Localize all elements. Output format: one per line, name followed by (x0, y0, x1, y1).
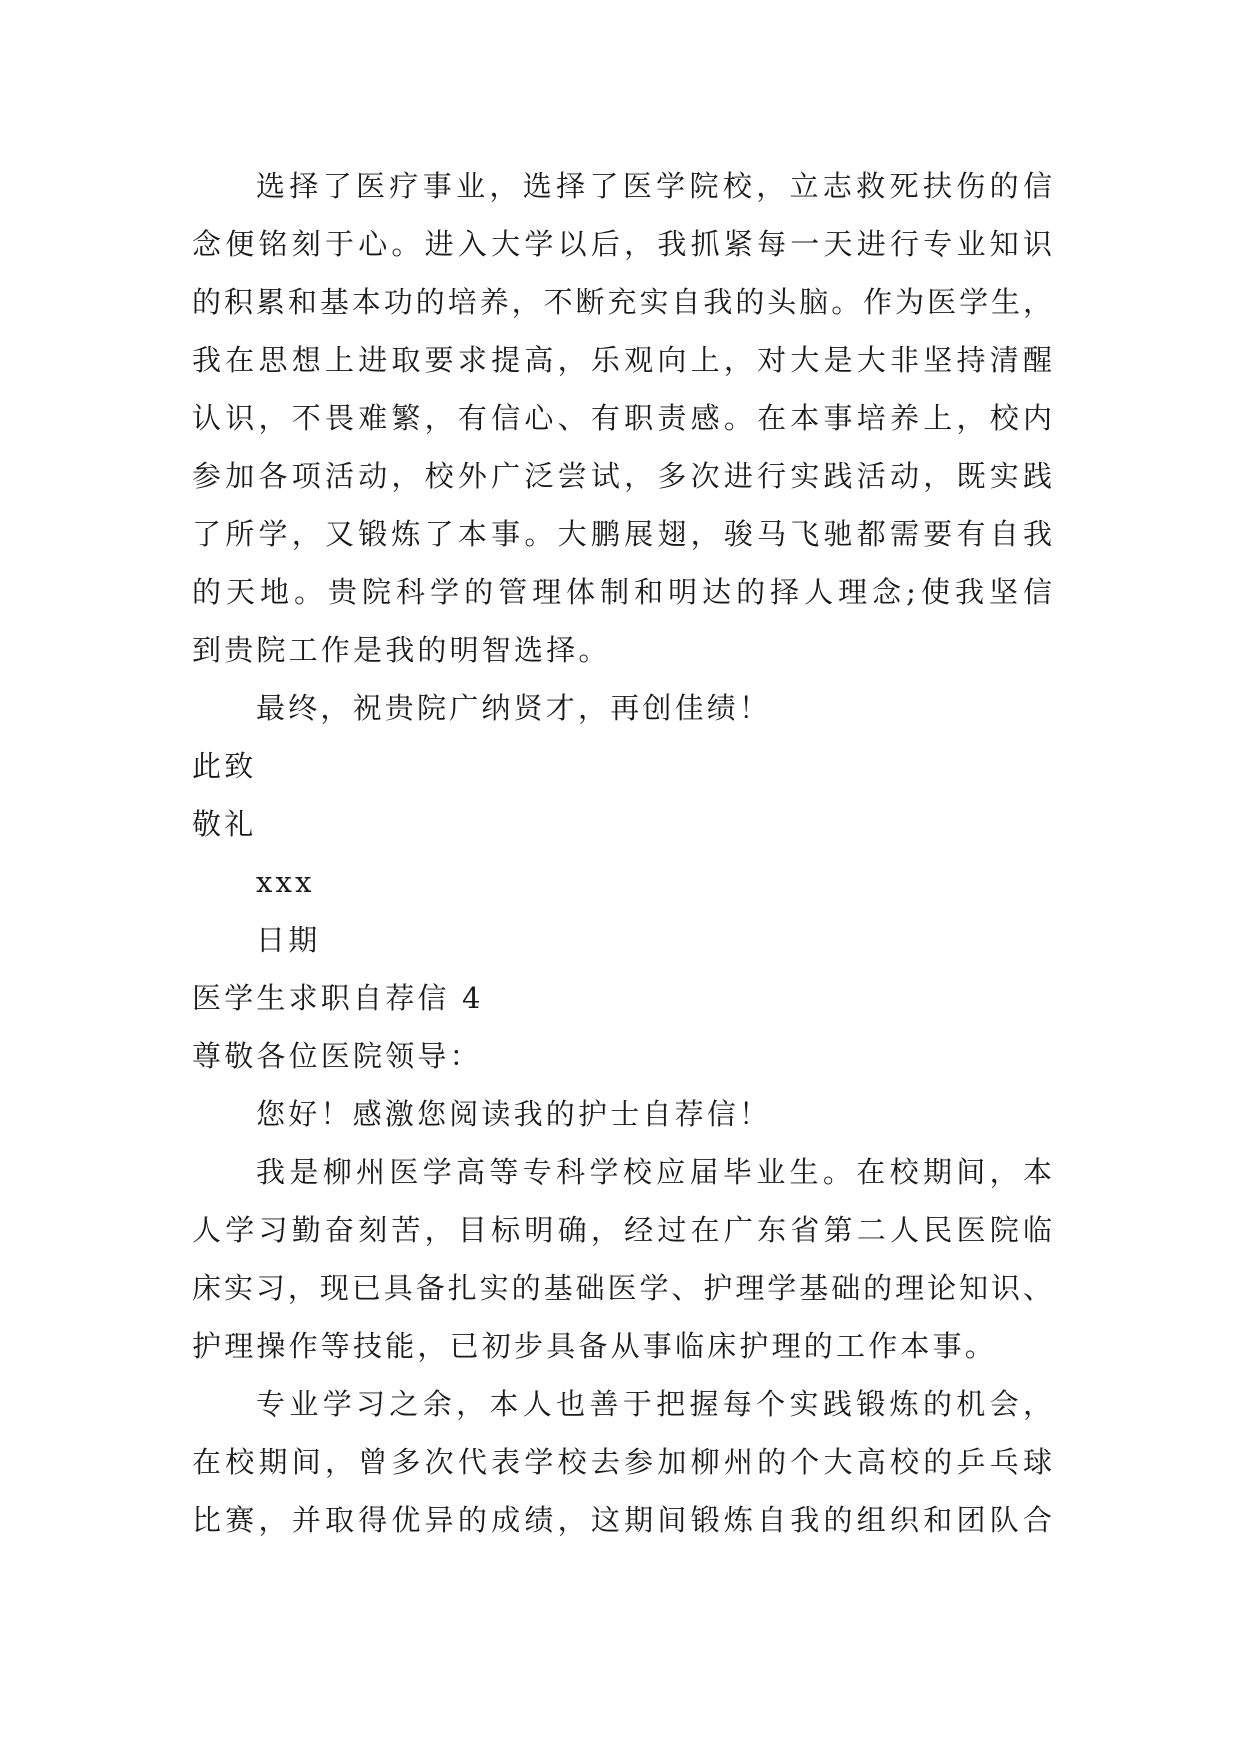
salutation-closing: 此致 (192, 749, 257, 783)
paragraph-line: 在校期间，曾多次代表学校去参加柳州的个大高校的乒乓球 (192, 1445, 1052, 1479)
paragraph-line: 人学习勤奋刻苦，目标明确，经过在广东省第二人民医院临 (192, 1213, 1052, 1247)
paragraph-line: 护理操作等技能，已初步具备从事临床护理的工作本事。 (192, 1329, 998, 1363)
paragraph-line: 专业学习之余，本人也善于把握每个实践锻炼的机会， (256, 1387, 1052, 1421)
signature-date: 日期 (256, 923, 321, 957)
signature-name: xxx (256, 865, 315, 899)
letter-greeting: 尊敬各位医院领导： (192, 1039, 482, 1073)
salutation-regards: 敬礼 (192, 807, 257, 841)
paragraph-line: 床实习，现已具备扎实的基础医学、护理学基础的理论知识、 (192, 1271, 1052, 1305)
section-title: 医学生求职自荐信 4 (192, 981, 484, 1015)
paragraph-line: 念便铭刻于心。进入大学以后，我抓紧每一天进行专业知识 (192, 227, 1052, 261)
paragraph-line: 选择了医疗事业，选择了医学院校，立志救死扶伤的信 (256, 169, 1052, 203)
paragraph-line: 我是柳州医学高等专科学校应届毕业生。在校期间，本 (256, 1155, 1052, 1189)
paragraph-line: 到贵院工作是我的明智选择。 (192, 633, 611, 667)
paragraph-line: 我在思想上进取要求提高，乐观向上，对大是大非坚持清醒 (192, 343, 1052, 377)
paragraph-line: 的积累和基本功的培养，不断充实自我的头脑。作为医学生， (192, 285, 1052, 319)
paragraph-line: 比赛，并取得优异的成绩，这期间锻炼自我的组织和团队合 (192, 1503, 1052, 1537)
paragraph-line: 参加各项活动，校外广泛尝试，多次进行实践活动，既实践 (192, 459, 1052, 493)
paragraph-line: 的天地。贵院科学的管理体制和明达的择人理念;使我坚信 (192, 575, 1052, 609)
paragraph-line: 了所学，又锻炼了本事。大鹏展翅，骏马飞驰都需要有自我 (192, 517, 1052, 551)
paragraph-line: 认识，不畏难繁，有信心、有职责感。在本事培养上，校内 (192, 401, 1052, 435)
closing-wish: 最终，祝贵院广纳贤才，再创佳绩！ (256, 691, 772, 725)
opening-line: 您好！感激您阅读我的护士自荐信！ (256, 1097, 772, 1131)
